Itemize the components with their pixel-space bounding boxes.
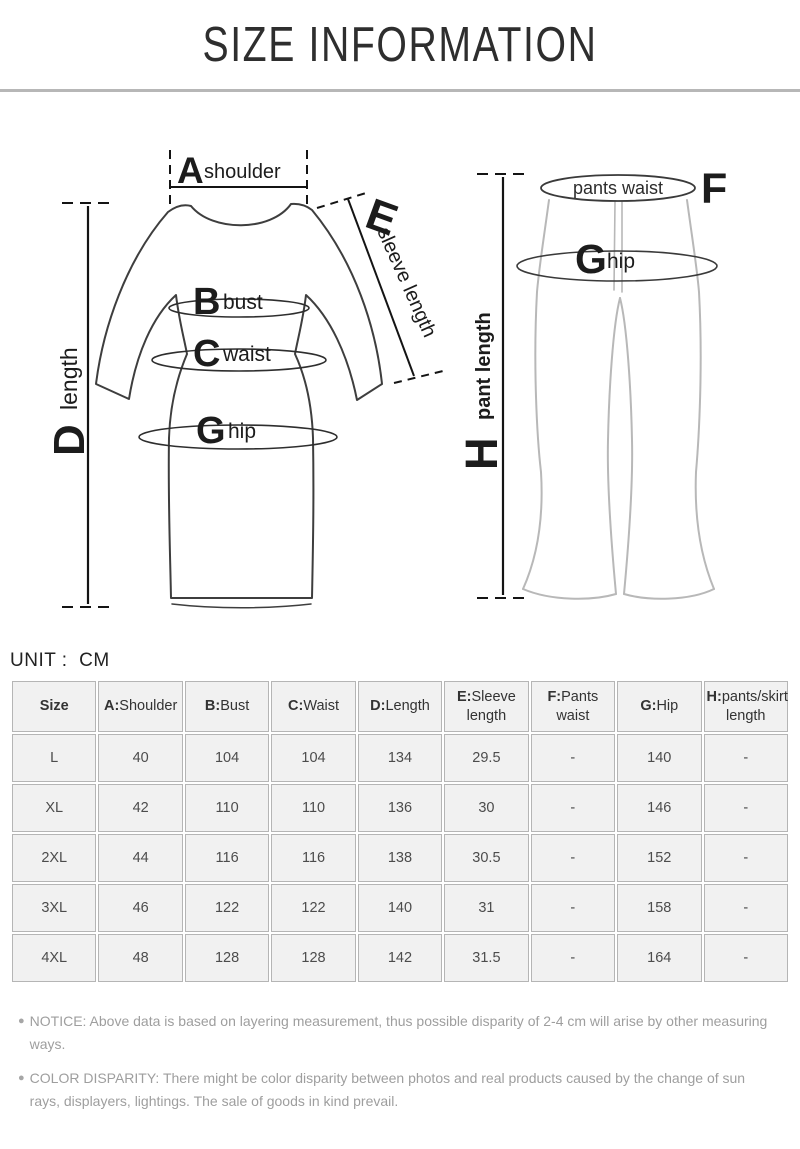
dress-illustration [96, 204, 382, 608]
value-cell: 138 [358, 834, 442, 882]
measurement-diagram [0, 92, 800, 648]
bullet-icon: ● [18, 1072, 25, 1085]
table-row [12, 834, 788, 882]
dress-length-letter: D [45, 424, 94, 456]
value-cell: - [704, 934, 789, 982]
value-cell: - [531, 934, 615, 982]
value-cell: 42 [98, 784, 182, 832]
value-cell: - [704, 884, 789, 932]
value-cell: 110 [271, 784, 355, 832]
value-cell: 48 [98, 934, 182, 982]
dress-waist-label: waist [223, 343, 271, 366]
size-cell: L [12, 734, 96, 782]
dress-outline [96, 204, 382, 598]
dress-sleeve-label: sleeve length [372, 224, 441, 341]
value-cell: - [704, 734, 789, 782]
pants-fly-crease [614, 202, 622, 292]
value-cell: 158 [617, 884, 701, 932]
bullet-icon: ● [18, 1015, 25, 1027]
value-cell: - [531, 834, 615, 882]
value-cell: 30 [444, 784, 528, 832]
size-cell: 4XL [12, 934, 96, 982]
header-cell: F:Pants waist [531, 681, 615, 732]
value-cell: 104 [185, 734, 269, 782]
pants-length-label: pant length [473, 312, 495, 420]
table-row [12, 934, 788, 982]
value-cell: 128 [185, 934, 269, 982]
header-cell: G:Hip [617, 681, 701, 732]
pants-waist-letter: F [701, 165, 728, 213]
color-disparity-note [18, 1067, 778, 1112]
dress-hip-letter: G [196, 410, 226, 452]
table-row [12, 884, 788, 932]
table-row [12, 784, 788, 832]
header-cell: H:pants/skirt length [704, 681, 789, 732]
measurement-diagram-svg [0, 92, 800, 648]
size-cell: 2XL [12, 834, 96, 882]
value-cell: 146 [617, 784, 701, 832]
value-cell: 164 [617, 934, 701, 982]
value-cell: 136 [358, 784, 442, 832]
size-table-body [12, 734, 788, 982]
value-cell: 31 [444, 884, 528, 932]
dress-sleeve-letter: E [359, 189, 404, 246]
size-table-head [12, 681, 788, 732]
notice-note [18, 1010, 778, 1055]
dress-waist-letter: C [193, 333, 221, 375]
notes-section [0, 1010, 800, 1113]
value-cell: 40 [98, 734, 182, 782]
value-cell: 44 [98, 834, 182, 882]
value-cell: 29.5 [444, 734, 528, 782]
page-title: SIZE INFORMATION [202, 17, 598, 72]
dress-length-label: length [56, 347, 82, 410]
unit-label: UNIT : CM [10, 650, 110, 671]
dress-shoulder-letter: A [177, 150, 204, 191]
value-cell: 122 [271, 884, 355, 932]
header-cell: B:Bust [185, 681, 269, 732]
value-cell: 30.5 [444, 834, 528, 882]
value-cell: 116 [271, 834, 355, 882]
pants-hip-letter: G [575, 236, 607, 282]
value-cell: 31.5 [444, 934, 528, 982]
header-cell: D:Length [358, 681, 442, 732]
header-cell: Size [12, 681, 96, 732]
table-row [12, 734, 788, 782]
value-cell: 122 [185, 884, 269, 932]
value-cell: 152 [617, 834, 701, 882]
notice-note-text: NOTICE: Above data is based on layering measurement, thus possible disparity of 2-4 cm will arise by other measuring ways. [29, 1013, 768, 1052]
value-cell: 142 [358, 934, 442, 982]
dress-hip-label: hip [228, 420, 257, 443]
value-cell: - [704, 784, 789, 832]
value-cell: - [531, 784, 615, 832]
dress-shoulder-label: shoulder [204, 161, 281, 183]
pants-hip-label: hip [607, 250, 636, 273]
dress-bust-label: bust [223, 291, 263, 314]
value-cell: 140 [358, 884, 442, 932]
size-table [10, 679, 790, 984]
value-cell: - [531, 884, 615, 932]
value-cell: 110 [185, 784, 269, 832]
color-disparity-note-text: COLOR DISPARITY: There might be color disparity between photos and real products caused by the change of sun rays, displayers, lightings. The sale of goods in kind prevail. [29, 1070, 746, 1110]
size-cell: XL [12, 784, 96, 832]
pants-length-letter: H [456, 437, 507, 470]
value-cell: 140 [617, 734, 701, 782]
header-cell: A:Shoulder [98, 681, 182, 732]
value-cell: - [704, 834, 789, 882]
pants-waist-label: pants waist [572, 178, 664, 198]
value-cell: - [531, 734, 615, 782]
value-cell: 46 [98, 884, 182, 932]
value-cell: 104 [271, 734, 355, 782]
value-cell: 134 [358, 734, 442, 782]
header-cell: C:Waist [271, 681, 355, 732]
size-cell: 3XL [12, 884, 96, 932]
value-cell: 128 [271, 934, 355, 982]
value-cell: 116 [185, 834, 269, 882]
header-cell: E:Sleeve length [444, 681, 528, 732]
dress-hem-line [172, 604, 311, 608]
dress-bust-letter: B [193, 281, 221, 323]
